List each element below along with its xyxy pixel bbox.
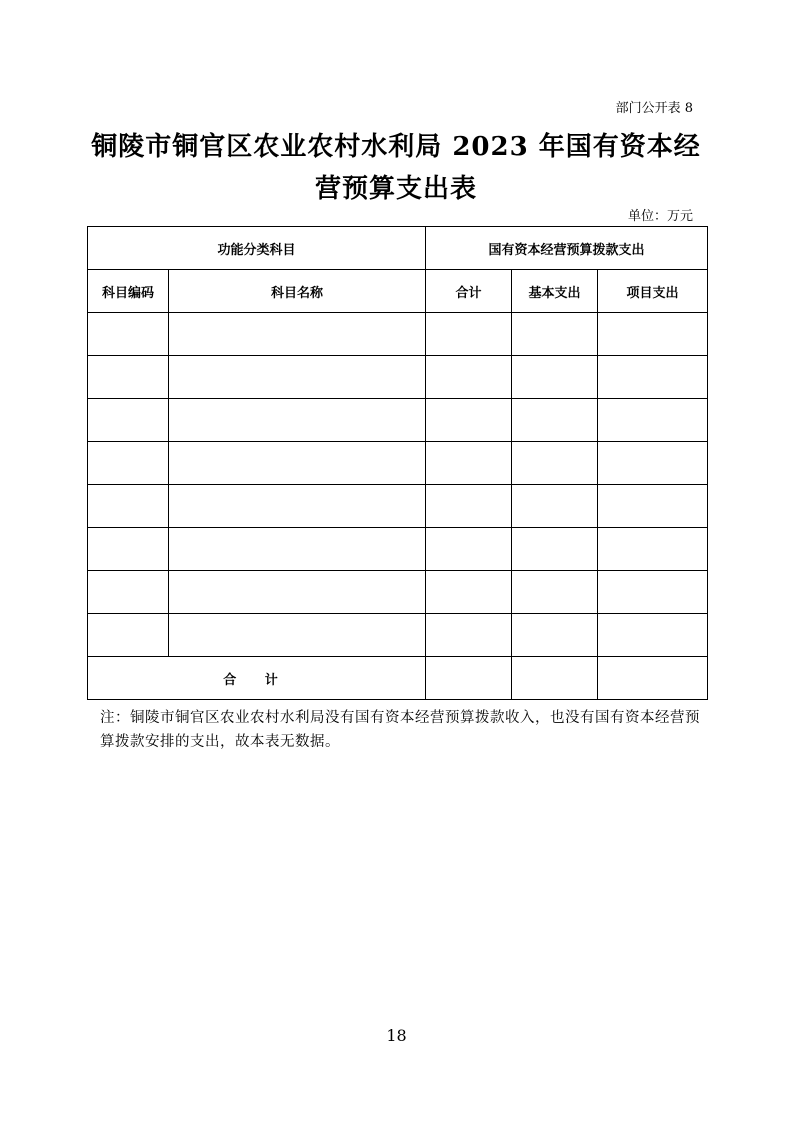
- cell-code: [88, 485, 169, 528]
- page-label: 部门公开表 8: [615, 101, 693, 116]
- cell-total: [426, 399, 512, 442]
- cell-code: [88, 313, 169, 356]
- cell-code: [88, 571, 169, 614]
- cell-basic: [512, 356, 598, 399]
- group-header-functional: 功能分类科目: [88, 227, 426, 270]
- cell-name: [169, 485, 426, 528]
- cell-name: [169, 313, 426, 356]
- cell-total: [426, 313, 512, 356]
- cell-project: [598, 614, 708, 657]
- column-header-project: 项目支出: [598, 270, 708, 313]
- budget-table: [87, 226, 708, 700]
- column-header-row: [88, 270, 708, 313]
- total-cell-total: [426, 657, 512, 700]
- cell-project: [598, 313, 708, 356]
- cell-name: [169, 442, 426, 485]
- cell-basic: [512, 528, 598, 571]
- cell-project: [598, 442, 708, 485]
- cell-project: [598, 571, 708, 614]
- column-header-code: 科目编码: [88, 270, 169, 313]
- cell-total: [426, 442, 512, 485]
- total-cell-basic: [512, 657, 598, 700]
- cell-basic: [512, 399, 598, 442]
- table-row: [88, 614, 708, 657]
- cell-total: [426, 356, 512, 399]
- cell-basic: [512, 614, 598, 657]
- total-row: [88, 657, 708, 700]
- cell-total: [426, 528, 512, 571]
- cell-name: [169, 399, 426, 442]
- cell-code: [88, 399, 169, 442]
- cell-name: [169, 356, 426, 399]
- table-row: [88, 528, 708, 571]
- table-row: [88, 571, 708, 614]
- group-header-row: [88, 227, 708, 270]
- cell-code: [88, 442, 169, 485]
- table-row: [88, 442, 708, 485]
- footnote: 注：铜陵市铜官区农业农村水利局没有国有资本经营预算拨款收入，也没有国有资本经营预算拨款安排的支出，故本表无数据。: [100, 710, 700, 750]
- cell-code: [88, 614, 169, 657]
- cell-code: [88, 528, 169, 571]
- cell-total: [426, 485, 512, 528]
- total-label: 合 计: [88, 657, 426, 700]
- cell-project: [598, 399, 708, 442]
- total-cell-project: [598, 657, 708, 700]
- cell-basic: [512, 442, 598, 485]
- cell-name: [169, 614, 426, 657]
- cell-code: [88, 356, 169, 399]
- page-title: [86, 126, 706, 210]
- unit-label: 单位：万元: [627, 209, 693, 224]
- cell-basic: [512, 571, 598, 614]
- cell-basic: [512, 485, 598, 528]
- cell-total: [426, 614, 512, 657]
- cell-name: [169, 571, 426, 614]
- title-line-2: 营预算支出表: [314, 174, 477, 204]
- group-header-expenditure: 国有资本经营预算拨款支出: [426, 227, 708, 270]
- title-line-1: 铜陵市铜官区农业农村水利局 2023 年国有资本经: [91, 132, 701, 162]
- cell-project: [598, 528, 708, 571]
- column-header-total: 合计: [426, 270, 512, 313]
- table-row: [88, 485, 708, 528]
- cell-basic: [512, 313, 598, 356]
- table-row: [88, 356, 708, 399]
- table-row: [88, 313, 708, 356]
- column-header-name: 科目名称: [169, 270, 426, 313]
- cell-total: [426, 571, 512, 614]
- column-header-basic: 基本支出: [512, 270, 598, 313]
- cell-project: [598, 356, 708, 399]
- cell-project: [598, 485, 708, 528]
- cell-name: [169, 528, 426, 571]
- table-row: [88, 399, 708, 442]
- page-number: 18: [386, 1026, 407, 1045]
